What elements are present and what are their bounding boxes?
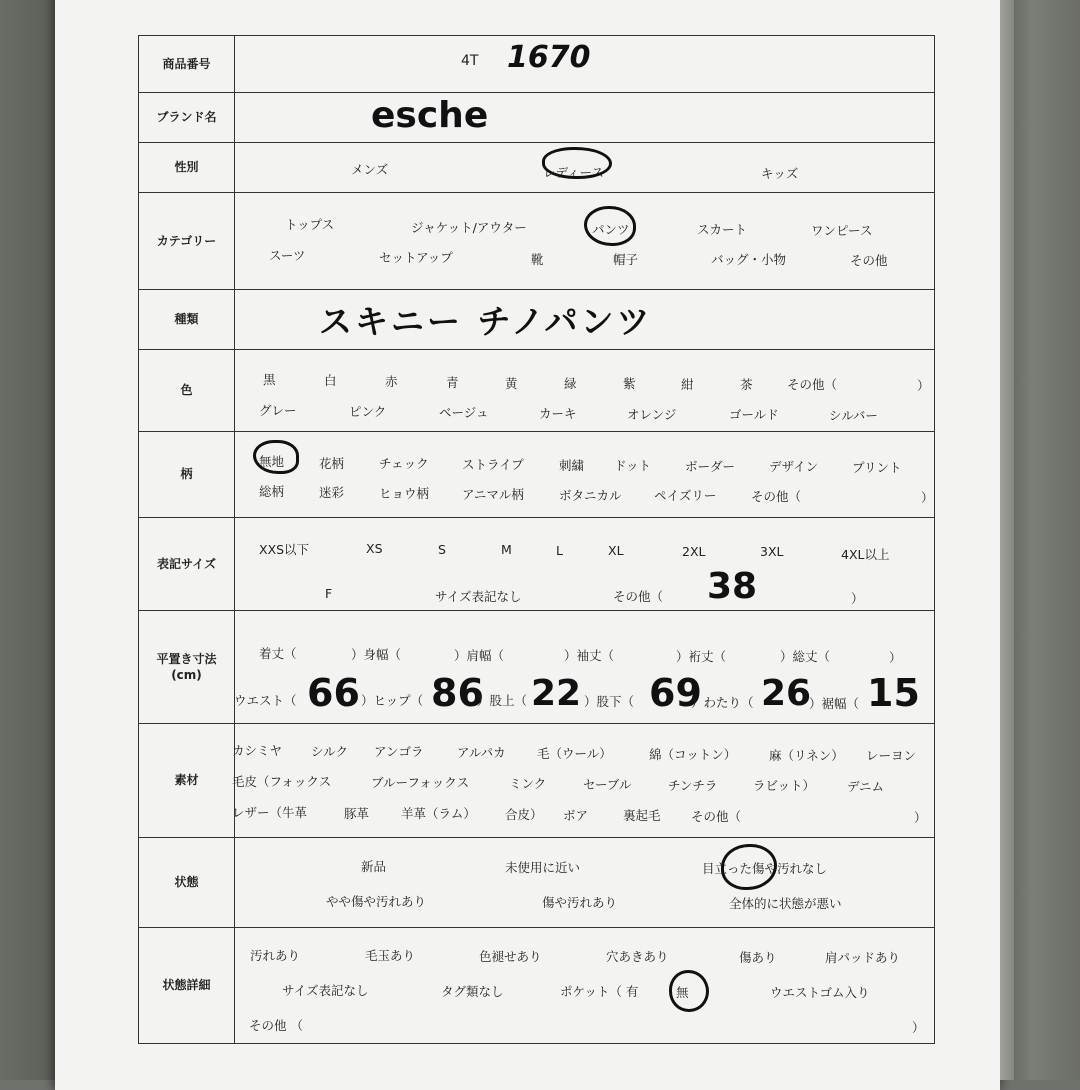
row-pattern	[139, 432, 934, 518]
detail-holes: 穴あきあり	[606, 949, 669, 964]
pattern-stripe: ストライプ	[462, 457, 524, 472]
measure-thigh: ）わたり（	[691, 695, 754, 710]
background-left	[0, 0, 60, 1080]
color-khaki: カーキ	[539, 406, 577, 421]
material-alpaca: アルパカ	[457, 745, 506, 760]
measure-width: ）身幅（	[351, 647, 402, 662]
row-material	[139, 724, 934, 838]
measure-yuki: ）裄丈（	[676, 649, 727, 664]
color-black: 黒	[263, 372, 276, 387]
label-measure-line2: (cm)	[171, 668, 202, 682]
label-product-number: 商品番号	[139, 36, 235, 92]
row-category	[139, 193, 934, 290]
detail-pilling: 毛玉あり	[365, 948, 416, 963]
measure-rise: ）股上（	[477, 693, 528, 708]
thigh-value: 26	[761, 673, 812, 714]
category-tops: トップス	[285, 217, 335, 232]
size-3xl: 3XL	[760, 544, 784, 559]
condition-no-visible-damage: 目立った傷や汚れなし	[702, 861, 828, 876]
item-form	[138, 35, 935, 1044]
label-condition: 状態	[139, 838, 235, 927]
pattern-dot: ドット	[614, 458, 652, 473]
row-gender	[139, 143, 934, 193]
brand-handwritten: esche	[371, 95, 489, 136]
pattern-solid: 無地	[259, 454, 285, 469]
label-color: 色	[139, 350, 235, 431]
color-gold: ゴールド	[729, 407, 779, 422]
pattern-floral: 花柄	[319, 456, 345, 471]
detail-pocket-none: 無	[676, 985, 689, 1000]
material-boa: ボア	[563, 808, 589, 823]
pattern-animal: アニマル柄	[462, 487, 524, 502]
inseam-value: 69	[649, 671, 702, 715]
category-bags: バッグ・小物	[711, 252, 787, 267]
color-yellow: 黄	[505, 376, 518, 391]
label-category: カテゴリー	[139, 193, 235, 289]
measure-total-close: ）	[889, 650, 902, 665]
pattern-leopard: ヒョウ柄	[379, 486, 430, 501]
product-number-handwritten: 1670	[507, 40, 591, 75]
size-4xl: 4XL以上	[841, 547, 890, 562]
size-f: F	[325, 586, 333, 601]
color-other: その他（	[787, 377, 838, 392]
label-pattern: 柄	[139, 432, 235, 517]
circle-mark-condition	[721, 844, 777, 890]
circle-mark-ladies	[542, 147, 612, 179]
detail-no-tags: タグ類なし	[441, 984, 504, 999]
gender-mens: メンズ	[351, 162, 389, 177]
material-rayon: レーヨン	[866, 748, 917, 763]
material-bluefox: ブルーフォックス	[371, 775, 470, 790]
gender-kids: キッズ	[761, 166, 799, 181]
material-sable: セーブル	[583, 777, 632, 792]
color-orange: オレンジ	[627, 407, 677, 422]
color-other-close: ）	[917, 378, 930, 393]
condition-poor: 全体的に状態が悪い	[729, 896, 842, 911]
material-mink: ミンク	[509, 776, 547, 791]
pattern-other: その他（	[751, 489, 802, 504]
label-detail: 状態詳細	[139, 928, 235, 1043]
row-product-number	[139, 36, 934, 93]
label-measure-line1: 平置き寸法	[156, 651, 217, 666]
measure-inseam: ）股下（	[584, 694, 635, 709]
label-brand: ブランド名	[139, 93, 235, 142]
size-2xl: 2XL	[682, 544, 706, 559]
category-hat: 帽子	[613, 252, 639, 267]
label-material: 素材	[139, 724, 235, 837]
color-white: 白	[324, 373, 337, 388]
measure-hip: ）ヒップ（	[361, 693, 424, 708]
color-silver: シルバー	[829, 408, 878, 423]
category-other: その他	[850, 253, 888, 268]
material-other-close: ）	[914, 810, 927, 825]
material-denim: デニム	[847, 779, 885, 794]
color-pink: ピンク	[349, 404, 387, 419]
detail-elastic-waist: ウエストゴム入り	[770, 985, 870, 1000]
hem-value: 15	[867, 671, 920, 715]
material-angora: アンゴラ	[374, 744, 424, 759]
material-brushed: 裏起毛	[623, 808, 661, 823]
color-gray: グレー	[259, 403, 297, 418]
pattern-botanical: ボタニカル	[559, 488, 622, 503]
label-type: 種類	[139, 290, 235, 349]
sheet-edge	[1000, 0, 1014, 1080]
size-xxs: XXS以下	[259, 542, 310, 557]
label-gender: 性別	[139, 143, 235, 192]
hip-value: 86	[431, 671, 484, 715]
size-other-close: ）	[851, 591, 864, 606]
size-l: L	[556, 543, 563, 558]
size-none: サイズ表記なし	[435, 589, 522, 604]
row-measure	[139, 611, 934, 724]
material-wool: 毛（ウール）	[537, 746, 612, 761]
pattern-allover: 総柄	[259, 484, 285, 499]
detail-no-size-tag: サイズ表記なし	[282, 983, 369, 998]
category-onepiece: ワンピース	[811, 223, 873, 238]
row-color	[139, 350, 934, 432]
rise-value: 22	[531, 673, 582, 714]
measure-total: ）総丈（	[780, 649, 831, 664]
size-handwritten: 38	[707, 566, 758, 607]
waist-value: 66	[307, 671, 360, 715]
category-jacket: ジャケット/アウター	[411, 220, 527, 235]
material-rabbit: ラビット）	[753, 778, 816, 793]
material-linen: 麻（リネン）	[769, 748, 844, 763]
detail-fading: 色褪せあり	[479, 949, 542, 964]
row-condition	[139, 838, 934, 928]
row-size	[139, 518, 934, 611]
material-pigskin: 豚革	[344, 806, 370, 821]
color-purple: 紫	[623, 376, 636, 391]
size-xs: XS	[366, 541, 383, 556]
category-shoes: 靴	[531, 252, 544, 267]
material-synthetic: 合皮）	[505, 807, 543, 822]
pattern-border: ボーダー	[685, 459, 736, 474]
pattern-print: プリント	[852, 460, 902, 475]
condition-like-new: 未使用に近い	[505, 860, 581, 875]
measure-waist: ウエスト（	[234, 693, 297, 708]
category-suit: スーツ	[269, 248, 306, 263]
detail-shoulder-pad: 肩パッドあり	[825, 950, 901, 965]
category-skirt: スカート	[697, 222, 748, 237]
measure-sleeve: ）袖丈（	[564, 648, 615, 663]
circle-mark-solid	[253, 440, 299, 474]
pattern-other-close: ）	[921, 490, 934, 505]
condition-damage: 傷や汚れあり	[542, 895, 618, 910]
circle-mark-pocket	[669, 970, 709, 1012]
category-pants: パンツ	[592, 222, 630, 237]
gender-ladies: レディース	[543, 165, 604, 180]
circle-mark-pants	[584, 206, 636, 246]
pattern-embroidery: 刺繍	[559, 458, 585, 473]
row-brand	[139, 93, 934, 143]
material-silk: シルク	[311, 744, 348, 759]
material-other: その他（	[691, 809, 742, 824]
label-size: 表記サイズ	[139, 518, 235, 610]
pattern-paisley: ペイズリー	[654, 488, 717, 503]
row-type	[139, 290, 934, 350]
pattern-camo: 迷彩	[319, 485, 345, 500]
size-m: M	[501, 542, 512, 557]
row-detail	[139, 928, 934, 1043]
size-other: その他（	[613, 589, 664, 604]
color-brown: 茶	[740, 377, 753, 392]
measure-shoulder: ）肩幅（	[454, 648, 505, 663]
color-blue: 青	[446, 375, 459, 390]
material-cashmere: カシミヤ	[232, 743, 283, 758]
pattern-design: デザイン	[769, 459, 819, 474]
pattern-check: チェック	[379, 456, 429, 471]
detail-stain: 汚れあり	[250, 948, 301, 963]
category-setup: セットアップ	[379, 250, 453, 265]
color-navy: 紺	[681, 377, 694, 392]
material-fox: 毛皮（フォックス	[232, 774, 332, 789]
size-xl: XL	[608, 543, 624, 558]
condition-new: 新品	[361, 859, 387, 874]
material-cowhide: レザー（牛革	[232, 805, 308, 820]
material-cotton: 綿（コットン）	[649, 747, 737, 762]
detail-other-close: ）	[912, 1020, 925, 1035]
detail-scratch: 傷あり	[739, 950, 777, 965]
material-chinchilla: チンチラ	[668, 778, 718, 793]
type-handwritten: スキニー チノパンツ	[319, 302, 653, 341]
color-green: 緑	[564, 376, 577, 391]
condition-slight-damage: やや傷や汚れあり	[326, 894, 427, 909]
product-number-prefix: 4T	[461, 53, 479, 69]
size-s: S	[438, 542, 446, 557]
detail-other: その他 （	[249, 1018, 303, 1033]
color-beige: ベージュ	[439, 405, 489, 420]
measure-length: 着丈（	[259, 646, 297, 661]
detail-pocket: ポケット（ 有	[560, 984, 639, 999]
material-lamb: 羊革（ラム）	[401, 806, 476, 821]
label-measure	[139, 611, 235, 723]
color-red: 赤	[385, 374, 398, 389]
measure-hem: ）裾幅（	[809, 696, 860, 711]
